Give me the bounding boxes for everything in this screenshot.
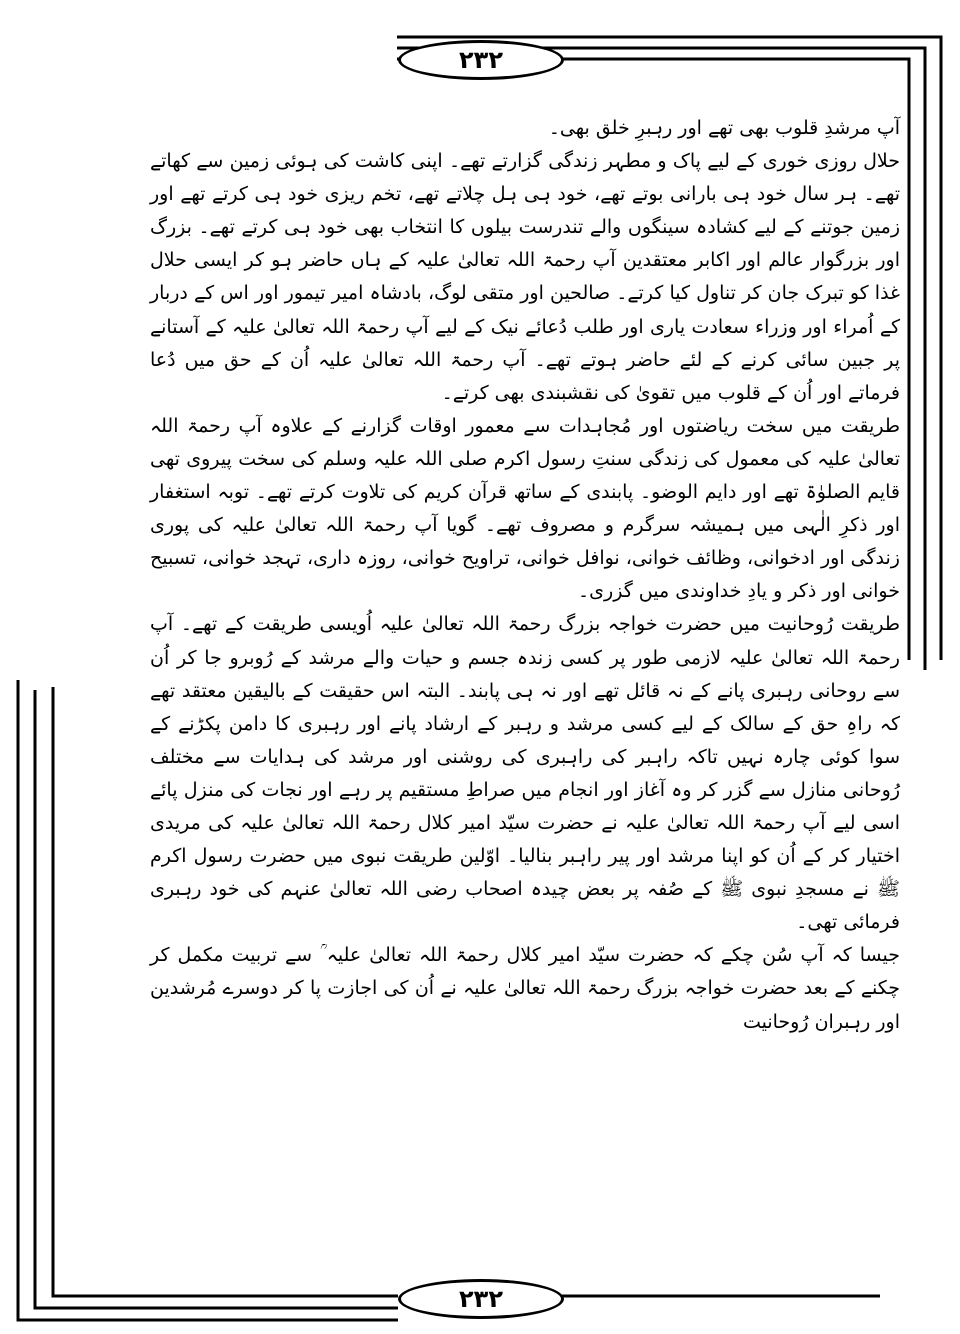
page-number-top: ۲۳۲ <box>398 40 564 80</box>
paragraph-1: آپ مرشدِ قلوب بھی تھے اور رہبرِ خلق بھی۔ <box>548 117 900 139</box>
paragraph-4: طریقت رُوحانیت میں حضرت خواجہ بزرگ رحمۃ اللہ تعالیٰ علیہ اُویسی طریقت کے تھے۔ آپ رحمۃ اللہ تعالیٰ علیہ لازمی طور پر کسی زندہ جسم و حیات والے مرشد کے رُوبرو جا کر اُن سے روحانی رہبری پانے کے نہ قائل تھے اور نہ ہی پابند۔ البتہ اس حقیقت کے بالیقین معتقد تھے کہ راہِ حق کے سالک کے لیے کسی مرشد و رہبر کے ارشاد پانے اور رہبری کا دامن پکڑنے کے سوا کوئی چارہ نہیں تاکہ راہبر کی راہبری کی روشنی اور مرشد کی ہدایات سے مختلف رُوحانی منازل سے گزر کر وہ آغاز اور انجام میں صراطِ مستقیم پر رہے اور نجات کی منزل پائے اسی لیے آپ رحمۃ اللہ تعالیٰ علیہ نے حضرت سیّد امیر کلال رحمۃ اللہ تعالیٰ علیہ کی مریدی اختیار کر کے اُن کو اپنا مرشد اور پیر راہبر بنالیا۔ اوّلین طریقت نبوی میں حضرت رسول اکرم ﷺ نے مسجدِ نبوی ﷺ کے صُفہ پر بعض چیدہ اصحاب رضی اللہ تعالیٰ عنہم کی خود رہبری فرمائی تھی۔ <box>150 613 900 934</box>
urdu-text-body <box>150 112 900 1039</box>
paragraph-3: طریقت میں سخت ریاضتوں اور مُجاہدات سے معمور اوقات گزارنے کے علاوہ آپ رحمۃ اللہ تعالیٰ علیہ کی معمول کی زندگی سنتِ رسول اکرم صلی اللہ علیہ وسلم کی سخت پیروی تھی قایم الصلوٰۃ تھے اور دایم الوضو۔ پابندی کے ساتھ قرآن کریم کی تلاوت کرتے تھے۔ توبہ استغفار اور ذکرِ الٰہی میں ہمیشہ سرگرم و مصروف تھے۔ گویا آپ رحمۃ اللہ تعالیٰ علیہ کی پوری زندگی اور ادخوانی، وظائف خوانی، نوافل خوانی، تراویح خوانی، روزہ داری، تہجد خوانی، تسبیح خوانی اور ذکر و یادِ خداوندی میں گزری۔ <box>150 414 900 603</box>
paragraph-2: حلال روزی خوری کے لیے پاک و مطہر زندگی گزارتے تھے۔ اپنی کاشت کی ہوئی زمین سے کھاتے تھے۔ ہر سال خود ہی بارانی بوتے تھے، خود ہی ہل چلاتے تھے، تخم ریزی خود ہی کرتے تھے اور زمین جوتنے کے لیے کشادہ سینگوں والے تندرست بیلوں کا انتخاب بھی خود ہی کرتے تھے۔ بزرگ اور بزرگوار عالم اور اکابر معتقدین آپ رحمۃ اللہ تعالیٰ علیہ کے ہاں حاضر ہو کر ایسی حلال غذا کو تبرک جان کر تناول کیا کرتے۔ صالحین اور متقی لوگ، بادشاہ امیر تیمور اور اس کے دربار کے اُمراء اور وزراء سعادت یاری اور طلب دُعائے نیک کے لیے آپ رحمۃ اللہ تعالیٰ علیہ کے آستانے پر جبین سائی کرنے کے لئے حاضر ہوتے تھے۔ آپ رحمۃ اللہ تعالیٰ علیہ اُن کے حق میں دُعا فرماتے اور اُن کے قلوب میں تقویٰ کی نقشبندی بھی کرتے۔ <box>150 150 900 404</box>
paragraph-5: جیسا کہ آپ سُن چکے کہ حضرت سیّد امیر کلال رحمۃ اللہ تعالیٰ علیہ ؒ سے تربیت مکمل کر چکنے کے بعد حضرت خواجہ بزرگ رحمۃ اللہ تعالیٰ علیہ نے اُن کی اجازت پا کر دوسرے مُرشدین اور رہبران رُوحانیت <box>150 944 900 1033</box>
page-number-bottom: ۲۳۲ <box>398 1279 564 1319</box>
